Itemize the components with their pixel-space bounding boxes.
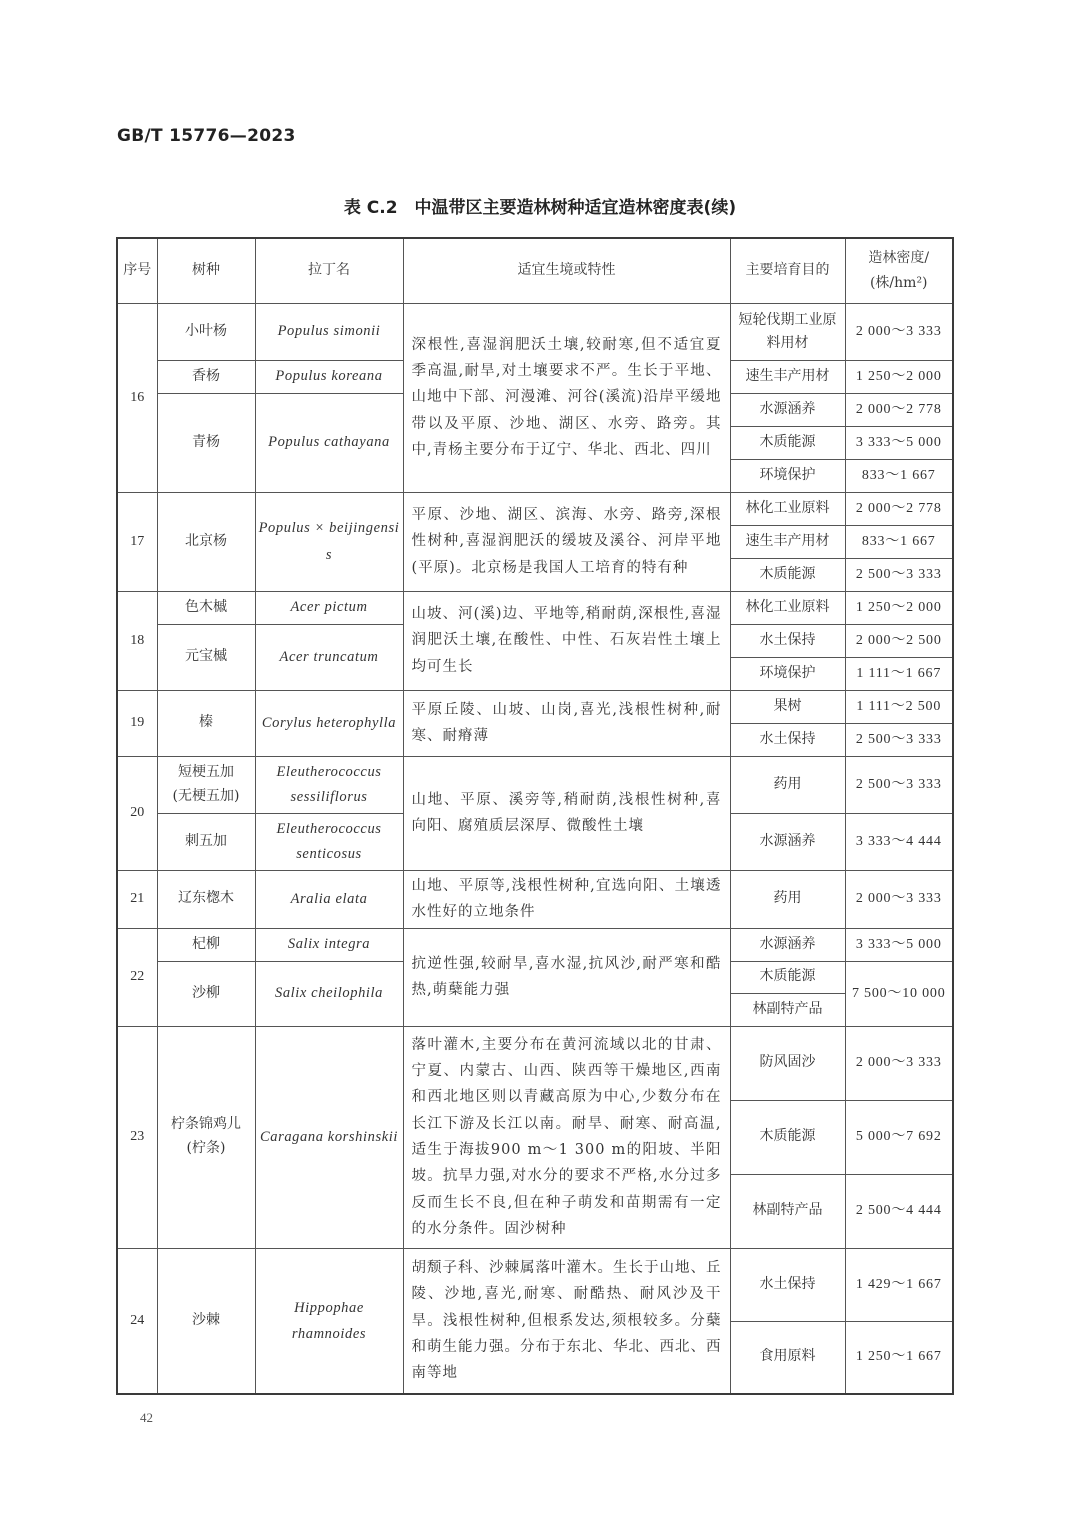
purpose: 木质能源 — [730, 558, 845, 591]
species-name: 榛 — [157, 690, 255, 756]
density: 3 333～5 000 — [845, 928, 953, 961]
row-number: 24 — [117, 1248, 157, 1394]
page-number: 42 — [140, 1410, 153, 1425]
purpose: 林副特产品 — [730, 993, 845, 1026]
purpose: 林化工业原料 — [730, 591, 845, 624]
species-name: 青杨 — [157, 393, 255, 492]
latin-name: Eleutherococcus sessiliflorus — [255, 756, 403, 813]
purpose: 防风固沙 — [730, 1026, 845, 1100]
col-header-density: 造林密度/ (株/hm²) — [845, 238, 953, 303]
habitat-text: 落叶灌木,主要分布在黄河流域以北的甘肃、宁夏、内蒙古、山西、陕西等干燥地区,西南和西北地区则以青藏高原为中心,少数分布在长江下游及长江以南。耐旱、耐寒、耐高温,适生于海拔900 m～1 300 m的阳坡、半阳坡。抗旱力强,对水分的要求不严格,水分过多反而生长不良,但在种子萌发和苗期需有一定的水分条件。固沙树种 — [403, 1026, 730, 1248]
purpose: 速生丰产用材 — [730, 525, 845, 558]
latin-name: Populus koreana — [255, 360, 403, 393]
purpose: 果树 — [730, 690, 845, 723]
species-name: 沙柳 — [157, 961, 255, 1026]
latin-name: Caragana korshinskii — [255, 1026, 403, 1248]
table-row — [117, 870, 953, 928]
latin-name: Populus simonii — [255, 303, 403, 360]
purpose: 水源涵养 — [730, 813, 845, 870]
species-name: 北京杨 — [157, 492, 255, 591]
density: 2 000～3 333 — [845, 1026, 953, 1100]
table-row — [117, 492, 953, 525]
species-name: 杞柳 — [157, 928, 255, 961]
table-row — [117, 928, 953, 961]
purpose: 水土保持 — [730, 624, 845, 657]
species-name: 短梗五加 (无梗五加) — [157, 756, 255, 813]
species-name: 色木槭 — [157, 591, 255, 624]
purpose: 速生丰产用材 — [730, 360, 845, 393]
species-name: 香杨 — [157, 360, 255, 393]
table-row — [117, 690, 953, 723]
density-table — [116, 237, 954, 1395]
latin-name: Acer truncatum — [255, 624, 403, 690]
latin-name: Acer pictum — [255, 591, 403, 624]
density: 1 250～1 667 — [845, 1321, 953, 1394]
purpose: 药用 — [730, 870, 845, 928]
species-name: 柠条锦鸡儿 (柠条) — [157, 1026, 255, 1248]
density: 2 000～2 778 — [845, 393, 953, 426]
row-number: 17 — [117, 492, 157, 591]
density: 2 500～3 333 — [845, 723, 953, 756]
purpose: 木质能源 — [730, 426, 845, 459]
purpose: 水源涵养 — [730, 393, 845, 426]
purpose: 药用 — [730, 756, 845, 813]
row-number: 16 — [117, 303, 157, 492]
table-row — [117, 303, 953, 360]
table-row — [117, 1026, 953, 1100]
density: 1 250～2 000 — [845, 591, 953, 624]
purpose: 食用原料 — [730, 1321, 845, 1394]
purpose: 环境保护 — [730, 657, 845, 690]
habitat-text: 深根性,喜湿润肥沃土壤,较耐寒,但不适宜夏季高温,耐旱,对土壤要求不严。生长于平地、山地中下部、河漫滩、河谷(溪流)沿岸平缓地带以及平原、沙地、湖区、水旁、路旁。其中,青杨主要分布于辽宁、华北、西北、四川 — [403, 303, 730, 492]
density: 1 429～1 667 — [845, 1248, 953, 1321]
species-name: 辽东楤木 — [157, 870, 255, 928]
col-header-no: 序号 — [117, 238, 157, 303]
purpose: 木质能源 — [730, 961, 845, 993]
density: 1 111～2 500 — [845, 690, 953, 723]
habitat-text: 山坡、河(溪)边、平地等,稍耐荫,深根性,喜湿润肥沃土壤,在酸性、中性、石灰岩性土壤上均可生长 — [403, 591, 730, 690]
density: 2 500～3 333 — [845, 756, 953, 813]
table-row — [117, 1248, 953, 1321]
habitat-text: 山地、平原等,浅根性树种,宜选向阳、土壤透水性好的立地条件 — [403, 870, 730, 928]
density: 2 000～2 500 — [845, 624, 953, 657]
purpose: 水土保持 — [730, 1248, 845, 1321]
latin-name: Hippophae rhamnoides — [255, 1248, 403, 1394]
density: 833～1 667 — [845, 525, 953, 558]
density: 1 250～2 000 — [845, 360, 953, 393]
latin-name: Salix integra — [255, 928, 403, 961]
habitat-text: 胡颓子科、沙棘属落叶灌木。生长于山地、丘陵、沙地,喜光,耐寒、耐酷热、耐风沙及干旱。浅根性树种,但根系发达,须根较多。分蘖和萌生能力强。分布于东北、华北、西北、西南等地 — [403, 1248, 730, 1394]
col-header-purpose: 主要培育目的 — [730, 238, 845, 303]
species-name: 沙棘 — [157, 1248, 255, 1394]
table-row — [117, 591, 953, 624]
latin-name: Aralia elata — [255, 870, 403, 928]
purpose: 环境保护 — [730, 459, 845, 492]
purpose: 水土保持 — [730, 723, 845, 756]
habitat-text: 平原丘陵、山坡、山岗,喜光,浅根性树种,耐寒、耐瘠薄 — [403, 690, 730, 756]
density: 2 500～3 333 — [845, 558, 953, 591]
habitat-text: 抗逆性强,较耐旱,喜水湿,抗风沙,耐严寒和酷热,萌蘖能力强 — [403, 928, 730, 1026]
row-number: 21 — [117, 870, 157, 928]
density: 2 000～3 333 — [845, 870, 953, 928]
species-name: 刺五加 — [157, 813, 255, 870]
table-title: 表 C.2 中温带区主要造林树种适宜造林密度表(续) — [343, 198, 737, 218]
purpose: 水源涵养 — [730, 928, 845, 961]
habitat-text: 山地、平原、溪旁等,稍耐荫,浅根性树种,喜向阳、腐殖质层深厚、微酸性土壤 — [403, 756, 730, 870]
row-number: 22 — [117, 928, 157, 1026]
row-number: 20 — [117, 756, 157, 870]
density: 3 333～4 444 — [845, 813, 953, 870]
col-header-species: 树种 — [157, 238, 255, 303]
latin-name: Corylus heterophylla — [255, 690, 403, 756]
density: 2 000～3 333 — [845, 303, 953, 360]
purpose: 短轮伐期工业原料用材 — [730, 303, 845, 360]
density: 7 500～10 000 — [845, 961, 953, 1026]
table-row — [117, 756, 953, 813]
row-number: 23 — [117, 1026, 157, 1248]
row-number: 18 — [117, 591, 157, 690]
purpose: 林副特产品 — [730, 1174, 845, 1248]
col-header-latin: 拉丁名 — [255, 238, 403, 303]
header-row — [117, 238, 953, 303]
density: 2 000～2 778 — [845, 492, 953, 525]
standard-code: GB/T 15776—2023 — [117, 126, 296, 146]
density: 1 111～1 667 — [845, 657, 953, 690]
species-name: 小叶杨 — [157, 303, 255, 360]
density: 5 000～7 692 — [845, 1100, 953, 1174]
habitat-text: 平原、沙地、湖区、滨海、水旁、路旁,深根性树种,喜湿润肥沃的缓坡及溪谷、河岸平地(平原)。北京杨是我国人工培育的特有种 — [403, 492, 730, 591]
latin-name: Eleutherococcus senticosus — [255, 813, 403, 870]
purpose: 林化工业原料 — [730, 492, 845, 525]
latin-name: Salix cheilophila — [255, 961, 403, 1026]
latin-name: Populus cathayana — [255, 393, 403, 492]
row-number: 19 — [117, 690, 157, 756]
density: 2 500～4 444 — [845, 1174, 953, 1248]
col-header-habitat: 适宜生境或特性 — [403, 238, 730, 303]
purpose: 木质能源 — [730, 1100, 845, 1174]
density: 833～1 667 — [845, 459, 953, 492]
latin-name: Populus × beijingensis — [255, 492, 403, 591]
density: 3 333～5 000 — [845, 426, 953, 459]
species-name: 元宝槭 — [157, 624, 255, 690]
